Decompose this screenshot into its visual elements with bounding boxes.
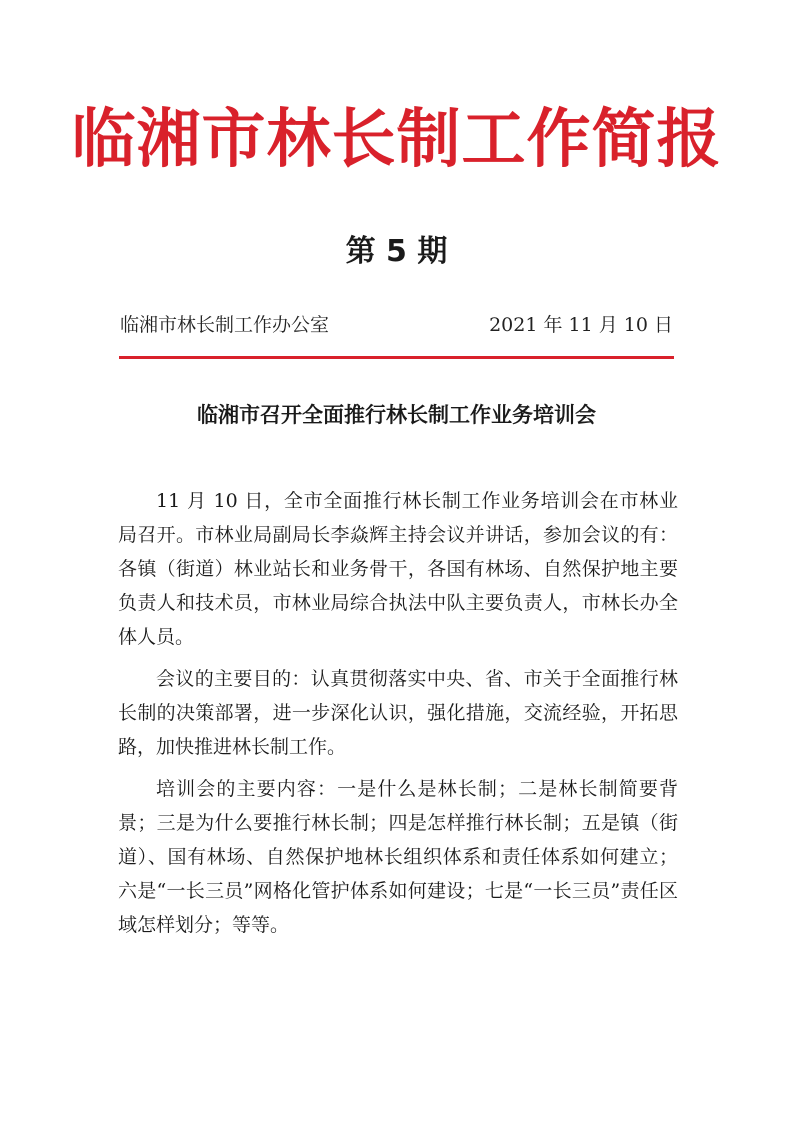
issue-date: 2021 年 11 月 10 日 (489, 314, 673, 336)
issuing-office: 临湘市林长制工作办公室 (120, 314, 330, 336)
article-paragraph: 培训会的主要内容：一是什么是林长制；二是林长制简要背景；三是为什么要推行林长制；四是怎样推行林长制；五是镇（街道）、国有林场、自然保护地林长组织体系和责任体系如何建立；六是“一长三员”网格化管护体系如何建设；七是“一长三员”责任区域怎样划分；等等。 (118, 778, 678, 936)
issue-number: 第 5 期 (345, 234, 448, 269)
article-headline: 临湘市召开全面推行林长制工作业务培训会 (197, 403, 596, 427)
article-paragraph: 会议的主要目的：认真贯彻落实中央、省、市关于全面推行林长制的决策部署，进一步深化认识，强化措施，交流经验，开拓思路，加快推进林长制工作。 (118, 668, 678, 758)
red-divider-line (119, 356, 674, 359)
issuer-row (120, 310, 673, 340)
article-body (118, 484, 678, 942)
article-paragraph: 11 月 10 日，全市全面推行林长制工作业务培训会在市林业局召开。市林业局副局长李焱辉主持会议并讲话，参加会议的有：各镇（街道）林业站长和业务骨干，各国有林场、自然保护地主要负责人和技术员，市林业局综合执法中队主要负责人，市林长办全体人员。 (118, 490, 678, 648)
bulletin-masthead-title: 临湘市林长制工作简报 (71, 103, 722, 177)
